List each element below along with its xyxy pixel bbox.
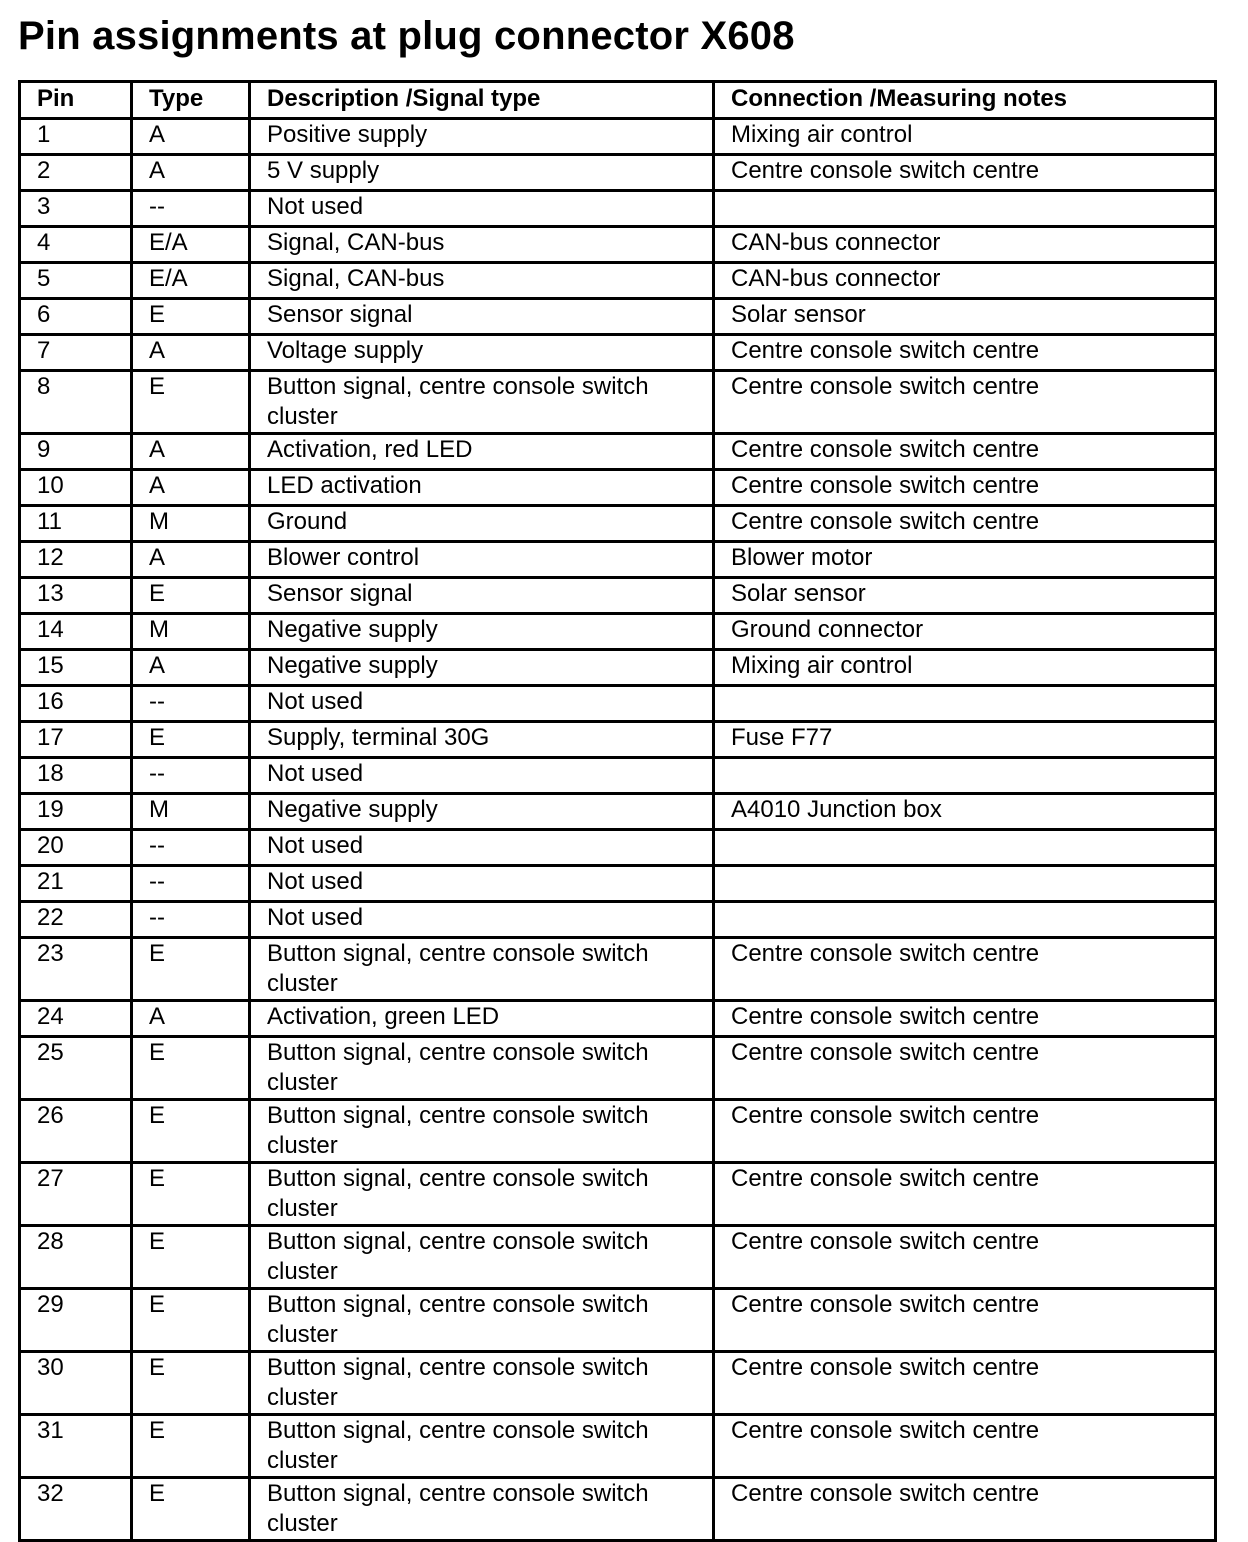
column-header-type: Type	[132, 82, 250, 119]
cell-type: A	[132, 470, 250, 506]
cell-connection: Mixing air control	[714, 650, 1216, 686]
cell-connection	[714, 902, 1216, 938]
cell-description: Activation, red LED	[250, 434, 714, 470]
table-row	[20, 119, 1216, 155]
cell-description: Not used	[250, 686, 714, 722]
column-header-connection: Connection /Measuring notes	[714, 82, 1216, 119]
cell-connection: Centre console switch centre	[714, 1100, 1216, 1163]
column-header-description: Description /Signal type	[250, 82, 714, 119]
cell-connection: Centre console switch centre	[714, 1001, 1216, 1037]
cell-pin: 20	[20, 830, 132, 866]
table-row	[20, 299, 1216, 335]
cell-type: A	[132, 434, 250, 470]
cell-connection: Solar sensor	[714, 578, 1216, 614]
page-title: Pin assignments at plug connector X608	[18, 14, 795, 58]
cell-connection: Fuse F77	[714, 722, 1216, 758]
cell-description: Button signal, centre console switch cluster	[250, 1478, 714, 1541]
cell-connection	[714, 191, 1216, 227]
cell-pin: 11	[20, 506, 132, 542]
cell-type: E	[132, 1100, 250, 1163]
cell-pin: 13	[20, 578, 132, 614]
cell-pin: 2	[20, 155, 132, 191]
cell-connection: Centre console switch centre	[714, 1415, 1216, 1478]
cell-description: Sensor signal	[250, 299, 714, 335]
cell-pin: 6	[20, 299, 132, 335]
table-row	[20, 1478, 1216, 1541]
cell-description: Not used	[250, 830, 714, 866]
cell-type: M	[132, 506, 250, 542]
cell-type: A	[132, 542, 250, 578]
cell-connection: Centre console switch centre	[714, 1352, 1216, 1415]
cell-type: E	[132, 1289, 250, 1352]
cell-pin: 28	[20, 1226, 132, 1289]
cell-pin: 9	[20, 434, 132, 470]
cell-description: Supply, terminal 30G	[250, 722, 714, 758]
cell-pin: 10	[20, 470, 132, 506]
cell-description: Blower control	[250, 542, 714, 578]
table-row	[20, 902, 1216, 938]
cell-type: A	[132, 650, 250, 686]
table-row	[20, 434, 1216, 470]
table-row	[20, 1163, 1216, 1226]
pin-assignment-table	[18, 80, 1217, 1542]
cell-description: Button signal, centre console switch cluster	[250, 1100, 714, 1163]
cell-type: E	[132, 1352, 250, 1415]
cell-description: 5 V supply	[250, 155, 714, 191]
cell-type: E	[132, 1163, 250, 1226]
cell-pin: 19	[20, 794, 132, 830]
table-row	[20, 758, 1216, 794]
cell-description: Voltage supply	[250, 335, 714, 371]
cell-type: A	[132, 155, 250, 191]
cell-pin: 14	[20, 614, 132, 650]
cell-connection: Centre console switch centre	[714, 506, 1216, 542]
cell-pin: 15	[20, 650, 132, 686]
cell-type: E	[132, 371, 250, 434]
cell-pin: 18	[20, 758, 132, 794]
cell-connection: Centre console switch centre	[714, 938, 1216, 1001]
cell-description: Signal, CAN-bus	[250, 227, 714, 263]
table-row	[20, 191, 1216, 227]
cell-description: Button signal, centre console switch cluster	[250, 1226, 714, 1289]
cell-type: E	[132, 1415, 250, 1478]
table-row	[20, 1226, 1216, 1289]
cell-connection: Centre console switch centre	[714, 371, 1216, 434]
cell-connection: Centre console switch centre	[714, 155, 1216, 191]
cell-pin: 17	[20, 722, 132, 758]
cell-description: Signal, CAN-bus	[250, 263, 714, 299]
table-row	[20, 830, 1216, 866]
cell-description: Not used	[250, 866, 714, 902]
cell-type: E	[132, 938, 250, 1001]
cell-pin: 8	[20, 371, 132, 434]
cell-type: E	[132, 578, 250, 614]
table-row	[20, 542, 1216, 578]
cell-pin: 4	[20, 227, 132, 263]
cell-pin: 23	[20, 938, 132, 1001]
cell-type: E	[132, 1478, 250, 1541]
cell-pin: 7	[20, 335, 132, 371]
cell-pin: 32	[20, 1478, 132, 1541]
cell-type: E/A	[132, 227, 250, 263]
cell-connection: Centre console switch centre	[714, 434, 1216, 470]
cell-connection: Solar sensor	[714, 299, 1216, 335]
cell-pin: 21	[20, 866, 132, 902]
cell-type: E	[132, 1226, 250, 1289]
table-row	[20, 506, 1216, 542]
cell-type: --	[132, 191, 250, 227]
cell-connection: Centre console switch centre	[714, 1226, 1216, 1289]
cell-connection	[714, 758, 1216, 794]
table-row	[20, 938, 1216, 1001]
cell-description: Negative supply	[250, 650, 714, 686]
table-row	[20, 578, 1216, 614]
cell-connection	[714, 686, 1216, 722]
cell-type: --	[132, 830, 250, 866]
cell-pin: 5	[20, 263, 132, 299]
cell-description: Sensor signal	[250, 578, 714, 614]
cell-pin: 26	[20, 1100, 132, 1163]
column-header-pin: Pin	[20, 82, 132, 119]
cell-type: --	[132, 866, 250, 902]
cell-pin: 16	[20, 686, 132, 722]
table-row	[20, 614, 1216, 650]
cell-description: LED activation	[250, 470, 714, 506]
cell-pin: 30	[20, 1352, 132, 1415]
table-row	[20, 1289, 1216, 1352]
cell-connection: Centre console switch centre	[714, 1478, 1216, 1541]
cell-pin: 1	[20, 119, 132, 155]
cell-pin: 31	[20, 1415, 132, 1478]
cell-type: --	[132, 686, 250, 722]
table-row	[20, 866, 1216, 902]
cell-description: Positive supply	[250, 119, 714, 155]
table-row	[20, 650, 1216, 686]
cell-pin: 3	[20, 191, 132, 227]
table-row	[20, 1352, 1216, 1415]
cell-type: A	[132, 335, 250, 371]
cell-type: --	[132, 758, 250, 794]
cell-connection: Blower motor	[714, 542, 1216, 578]
table-row	[20, 1100, 1216, 1163]
cell-description: Negative supply	[250, 794, 714, 830]
cell-description: Button signal, centre console switch cluster	[250, 1037, 714, 1100]
cell-connection: CAN-bus connector	[714, 227, 1216, 263]
table-row	[20, 794, 1216, 830]
table-row	[20, 686, 1216, 722]
cell-type: E	[132, 299, 250, 335]
cell-connection: Centre console switch centre	[714, 1037, 1216, 1100]
cell-connection: A4010 Junction box	[714, 794, 1216, 830]
cell-connection: Centre console switch centre	[714, 1289, 1216, 1352]
cell-description: Ground	[250, 506, 714, 542]
table-row	[20, 227, 1216, 263]
cell-type: M	[132, 794, 250, 830]
table-row	[20, 371, 1216, 434]
table-row	[20, 1415, 1216, 1478]
cell-connection: Mixing air control	[714, 119, 1216, 155]
table-header-row	[20, 82, 1216, 119]
cell-connection: CAN-bus connector	[714, 263, 1216, 299]
cell-type: E	[132, 1037, 250, 1100]
table-row	[20, 470, 1216, 506]
cell-pin: 22	[20, 902, 132, 938]
cell-connection	[714, 866, 1216, 902]
cell-description: Activation, green LED	[250, 1001, 714, 1037]
cell-description: Button signal, centre console switch cluster	[250, 1352, 714, 1415]
cell-description: Button signal, centre console switch cluster	[250, 938, 714, 1001]
table-row	[20, 263, 1216, 299]
table-row	[20, 1037, 1216, 1100]
cell-connection: Centre console switch centre	[714, 470, 1216, 506]
cell-description: Not used	[250, 902, 714, 938]
cell-description: Not used	[250, 758, 714, 794]
table-row	[20, 722, 1216, 758]
table-row	[20, 155, 1216, 191]
cell-connection: Centre console switch centre	[714, 335, 1216, 371]
cell-type: E	[132, 722, 250, 758]
cell-description: Button signal, centre console switch cluster	[250, 371, 714, 434]
cell-description: Not used	[250, 191, 714, 227]
table-body	[20, 119, 1216, 1541]
cell-type: E/A	[132, 263, 250, 299]
cell-description: Button signal, centre console switch cluster	[250, 1289, 714, 1352]
cell-description: Negative supply	[250, 614, 714, 650]
cell-description: Button signal, centre console switch cluster	[250, 1415, 714, 1478]
table-row	[20, 335, 1216, 371]
cell-connection	[714, 830, 1216, 866]
cell-type: --	[132, 902, 250, 938]
cell-pin: 27	[20, 1163, 132, 1226]
cell-type: A	[132, 119, 250, 155]
cell-pin: 12	[20, 542, 132, 578]
cell-pin: 29	[20, 1289, 132, 1352]
cell-type: M	[132, 614, 250, 650]
cell-type: A	[132, 1001, 250, 1037]
cell-pin: 25	[20, 1037, 132, 1100]
cell-connection: Ground connector	[714, 614, 1216, 650]
cell-connection: Centre console switch centre	[714, 1163, 1216, 1226]
cell-description: Button signal, centre console switch cluster	[250, 1163, 714, 1226]
cell-pin: 24	[20, 1001, 132, 1037]
table-row	[20, 1001, 1216, 1037]
